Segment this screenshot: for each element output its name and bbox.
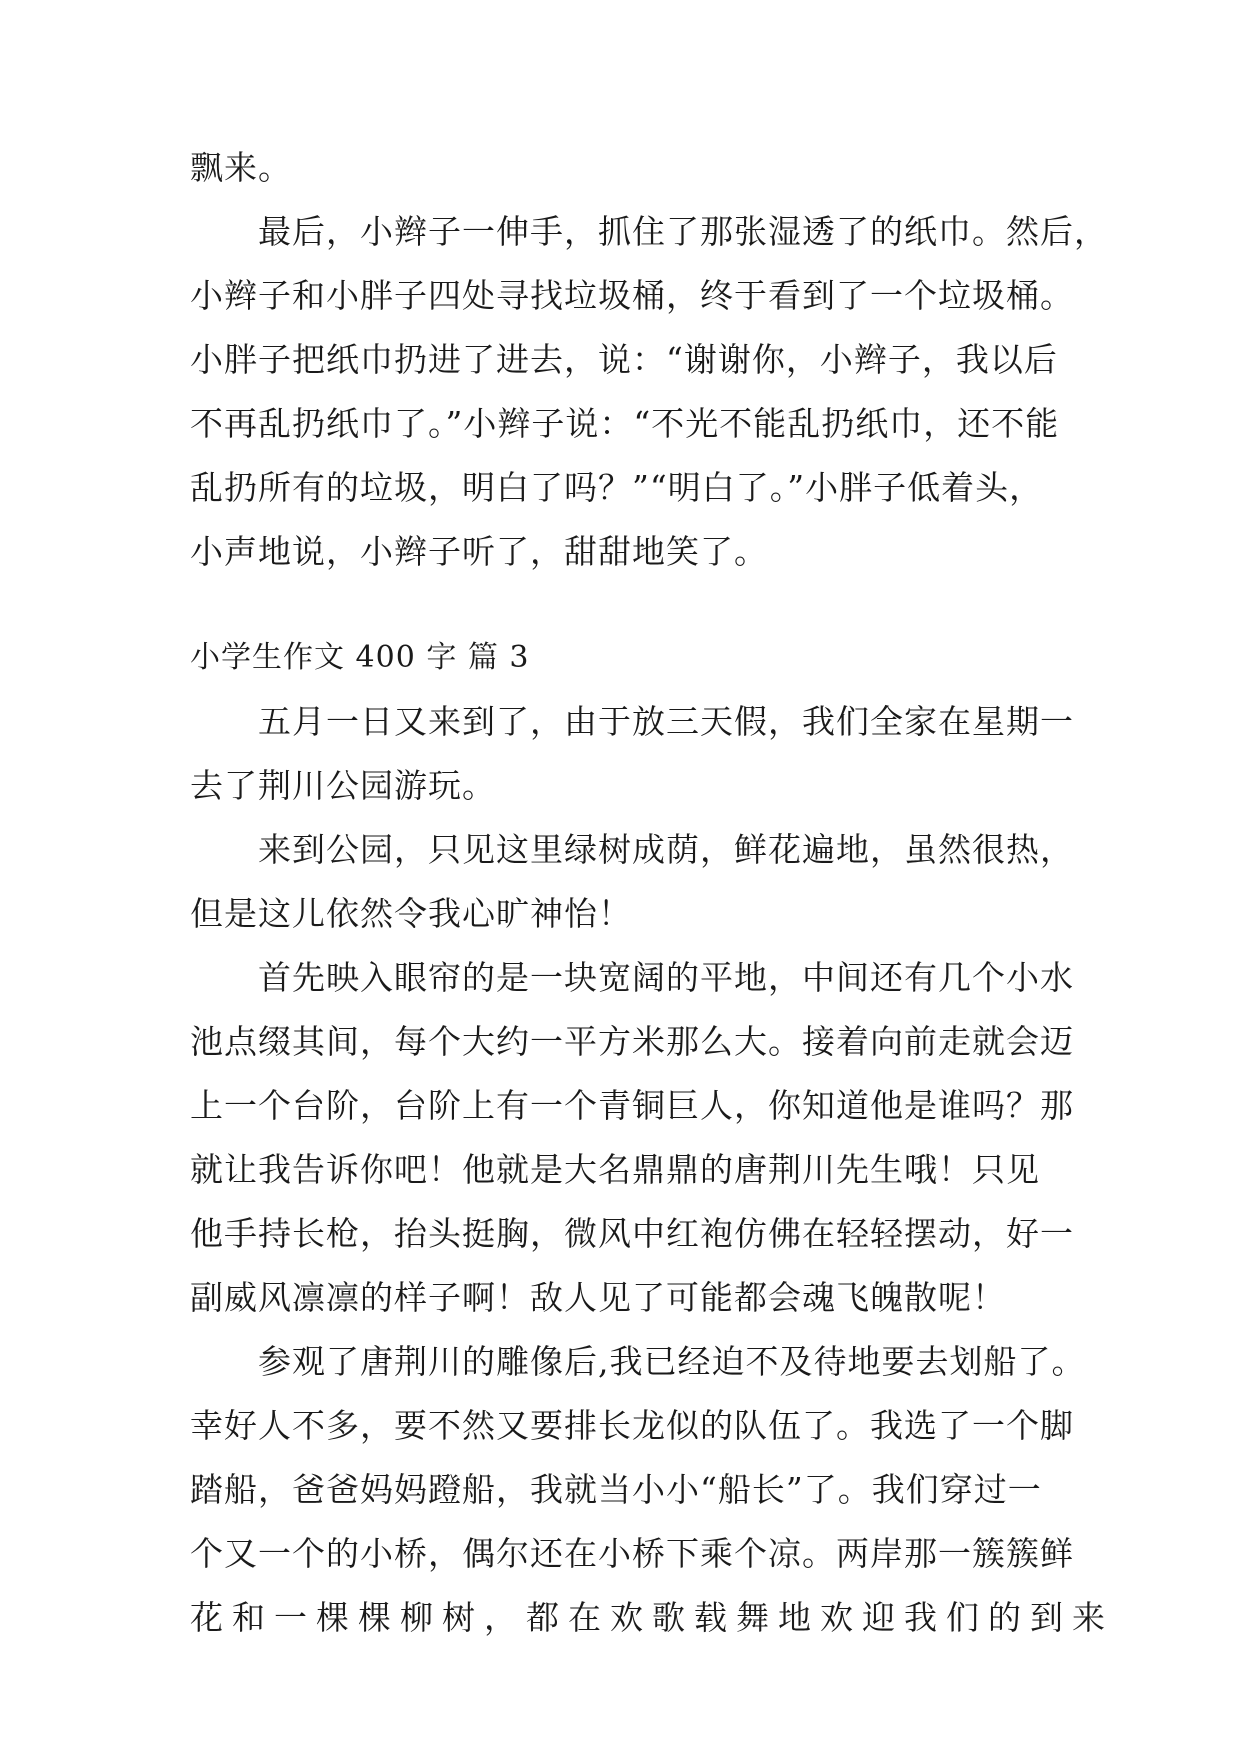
paragraph-start-line: 五月一日又来到了，由于放三天假，我们全家在星期一 xyxy=(258,702,1074,741)
text-line: 小胖子把纸巾扔进了进去，说：“谢谢你，小辫子，我以后 xyxy=(190,340,1058,379)
text-line: 飘来。 xyxy=(190,148,292,187)
text-line: 池点缀其间，每个大约一平方米那么大。接着向前走就会迈 xyxy=(190,1022,1074,1061)
paragraph-start-line: 首先映入眼帘的是一块宽阔的平地，中间还有几个小水 xyxy=(258,958,1074,997)
text-line: 个又一个的小桥，偶尔还在小桥下乘个凉。两岸那一簇簇鲜 xyxy=(190,1534,1074,1573)
text-line: 他手持长枪，抬头挺胸，微风中红袍仿佛在轻轻摆动，好一 xyxy=(190,1214,1074,1253)
text-line: 幸好人不多，要不然又要排长龙似的队伍了。我选了一个脚 xyxy=(190,1406,1074,1445)
text-line: 不再乱扔纸巾了。”小辫子说：“不光不能乱扔纸巾，还不能 xyxy=(190,404,1060,443)
text-line: 就让我告诉你吧！他就是大名鼎鼎的唐荆川先生哦！只见 xyxy=(190,1150,1040,1189)
text-line: 花和一棵棵柳树，都在欢歌载舞地欢迎我们的到来 xyxy=(190,1598,1114,1637)
text-line: 小声地说，小辫子听了，甜甜地笑了。 xyxy=(190,532,768,571)
text-line: 乱扔所有的垃圾，明白了吗？”“明白了。”小胖子低着头， xyxy=(190,468,1044,507)
text-line: 踏船，爸爸妈妈蹬船，我就当小小“船长”了。我们穿过一 xyxy=(190,1470,1042,1509)
text-line: 小辫子和小胖子四处寻找垃圾桶，终于看到了一个垃圾桶。 xyxy=(190,276,1074,315)
text-line: 但是这儿依然令我心旷神怡！ xyxy=(190,894,632,933)
text-line: 上一个台阶，台阶上有一个青铜巨人，你知道他是谁吗？那 xyxy=(190,1086,1074,1125)
paragraph-start-line: 参观了唐荆川的雕像后,我已经迫不及待地要去划船了。 xyxy=(258,1342,1086,1381)
text-line: 去了荆川公园游玩。 xyxy=(190,766,496,805)
paragraph-start-line: 来到公园，只见这里绿树成荫，鲜花遍地，虽然很热， xyxy=(258,830,1074,869)
text-line: 副威风凛凛的样子啊！敌人见了可能都会魂飞魄散呢！ xyxy=(190,1278,1006,1317)
paragraph-start-line: 最后，小辫子一伸手，抓住了那张湿透了的纸巾。然后， xyxy=(258,212,1108,251)
section-heading: 小学生作文 400 字 篇 3 xyxy=(190,640,530,675)
